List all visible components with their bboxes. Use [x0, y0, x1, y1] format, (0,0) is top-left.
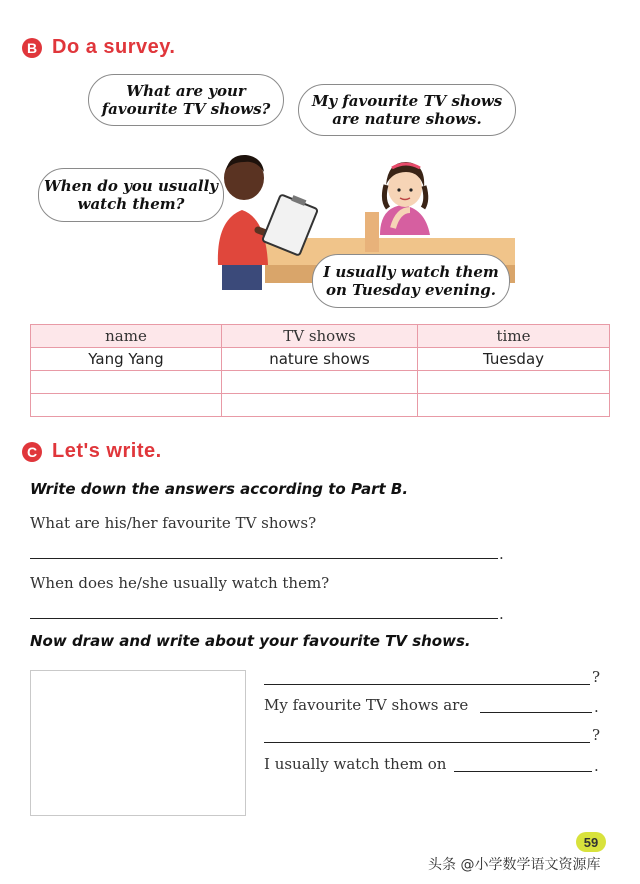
header-name: name [31, 325, 222, 348]
drawing-box[interactable] [30, 670, 246, 816]
bubble-2-line-1: My favourite TV shows [311, 92, 503, 110]
table-cell[interactable] [222, 394, 418, 417]
answer-line-1[interactable] [30, 558, 498, 559]
bubble-4-line-2: on Tuesday evening. [326, 281, 496, 299]
question-watch-time: When does he/she usually watch them? [30, 574, 330, 592]
answer-line-2[interactable] [30, 618, 498, 619]
watch-time-prompt: I usually watch them on [264, 755, 447, 773]
section-b-badge: B [22, 38, 42, 58]
speech-bubble-answer-shows [298, 84, 516, 136]
chair [365, 212, 379, 252]
question-mark: ? [592, 726, 601, 744]
table-cell[interactable] [31, 394, 222, 417]
question-mark: ? [592, 668, 601, 686]
favourite-shows-prompt: My favourite TV shows are [264, 696, 469, 714]
table-header-row [31, 325, 610, 348]
watermark: 头条 @小学数学语文资源库 [428, 857, 601, 873]
period-mark: . [499, 545, 504, 563]
table-cell: Yang Yang [31, 348, 222, 371]
table-cell[interactable] [222, 371, 418, 394]
table-cell: Tuesday [418, 348, 610, 371]
section-b-heading [22, 36, 175, 59]
section-c-heading [22, 440, 162, 463]
write-line-shows[interactable] [480, 712, 592, 713]
instruction-part-b: Write down the answers according to Part B. [30, 480, 409, 498]
section-c-title: Let's write. [52, 440, 162, 462]
write-line-question-2[interactable] [264, 742, 590, 743]
speech-bubble-question-shows [88, 74, 284, 126]
header-time: time [418, 325, 610, 348]
table-cell[interactable] [418, 371, 610, 394]
question-favourite-shows: What are his/her favourite TV shows? [30, 514, 317, 532]
period-mark: . [594, 698, 599, 716]
bubble-1-line-2: favourite TV shows? [101, 100, 271, 118]
table-row [31, 371, 610, 394]
bubble-1-line-1: What are your [126, 82, 246, 100]
section-c-badge: C [22, 442, 42, 462]
bubble-3-line-2: watch them? [77, 195, 185, 213]
write-line-question-1[interactable] [264, 684, 590, 685]
write-line-time[interactable] [454, 771, 592, 772]
speech-bubble-answer-time [312, 254, 510, 308]
survey-table [30, 324, 610, 417]
speech-bubble-question-time [38, 168, 224, 222]
header-tv-shows: TV shows [222, 325, 418, 348]
period-mark: . [594, 757, 599, 775]
table-cell[interactable] [418, 394, 610, 417]
bubble-4-line-1: I usually watch them [323, 263, 499, 281]
table-row [31, 348, 610, 371]
bubble-2-line-2: are nature shows. [332, 110, 482, 128]
bubble-3-line-1: When do you usually [43, 177, 219, 195]
page-number: 59 [576, 832, 606, 852]
instruction-draw-write: Now draw and write about your favourite TV shows. [30, 632, 471, 650]
table-row [31, 394, 610, 417]
period-mark: . [499, 605, 504, 623]
girl-figure [380, 162, 430, 235]
table-cell[interactable] [31, 371, 222, 394]
section-b-title: Do a survey. [52, 36, 176, 58]
table-cell: nature shows [222, 348, 418, 371]
